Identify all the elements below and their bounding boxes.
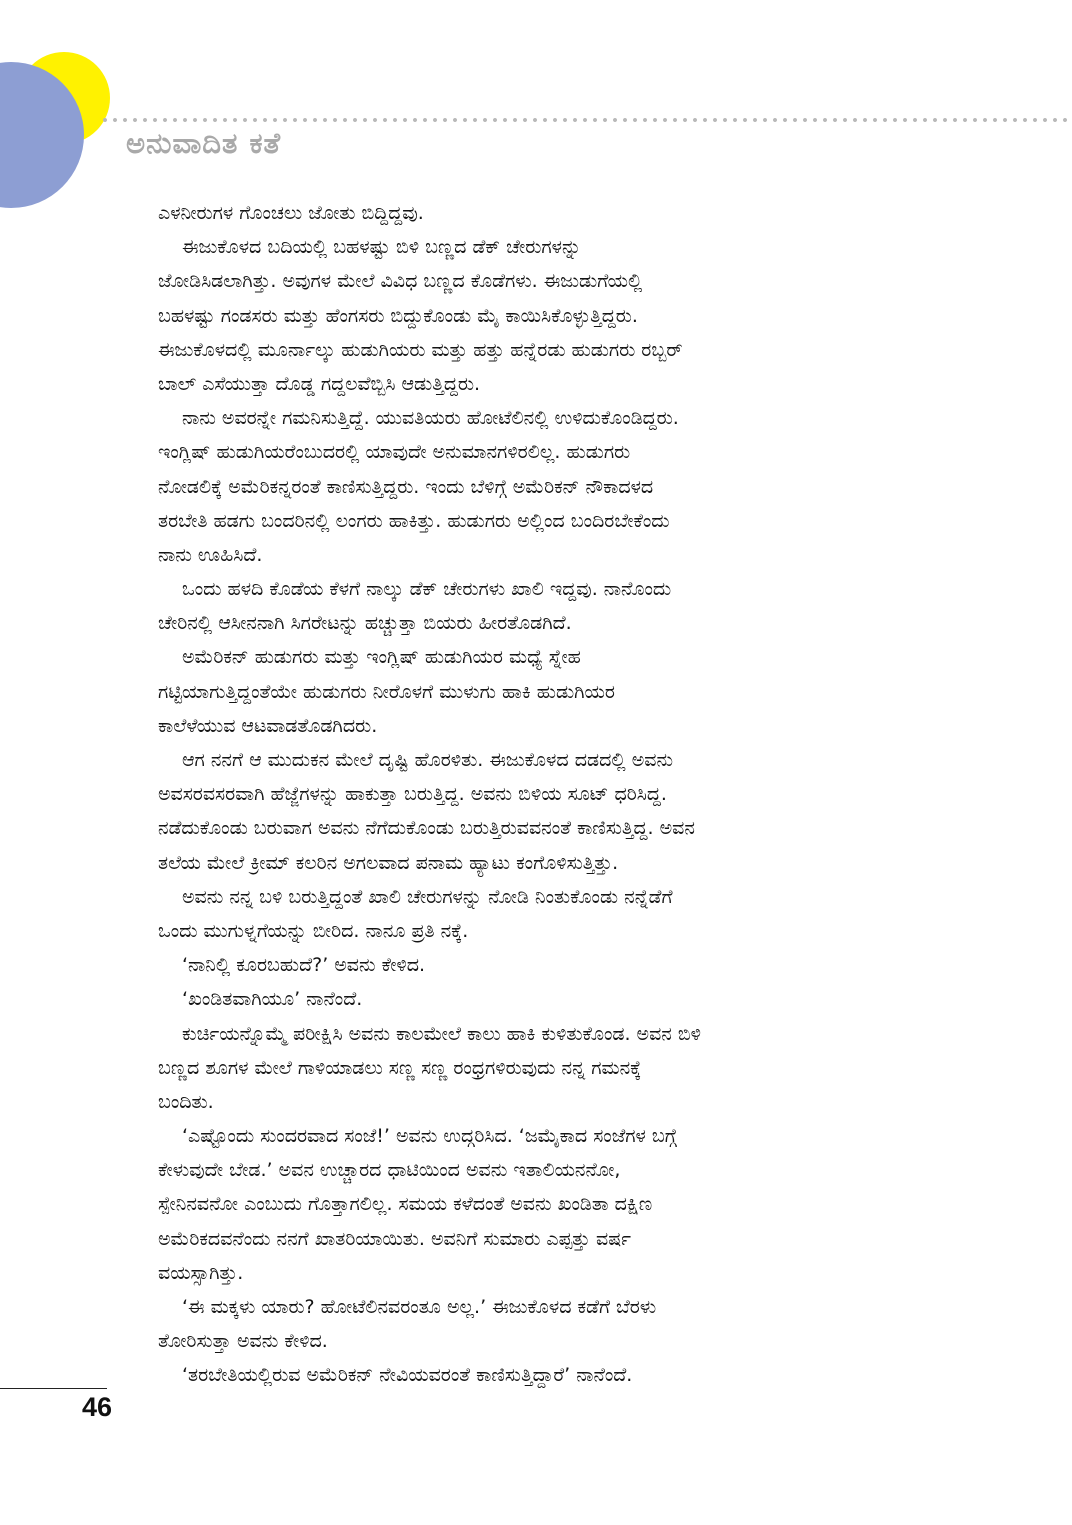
text-line: ಈಜುಕೊಳದ ಬದಿಯಲ್ಲಿ ಬಹಳಷ್ಟು ಬಿಳಿ ಬಣ್ಣದ ಡೆಕ್ ಚೇರುಗಳನ್ನು	[182, 236, 582, 259]
text-line: ಆಗ ನನಗೆ ಆ ಮುದುಕನ ಮೇಲೆ ದೃಷ್ಟಿ ಹೊರಳಿತು. ಈಜುಕೊಳದ ದಡದಲ್ಲಿ ಅವನು	[182, 749, 674, 771]
text-line: ಕುರ್ಚಿಯನ್ನೊಮ್ಮೆ ಪರೀಕ್ಷಿಸಿ ಅವನು ಕಾಲಮೇಲೆ ಕಾಲು ಹಾಕಿ ಕುಳಿತುಕೊಂಡ. ಅವನ ಬಿಳಿ	[182, 1022, 702, 1045]
text-line: ನಾನು ಅವರನ್ನೇ ಗಮನಿಸುತ್ತಿದ್ದೆ. ಯುವತಿಯರು ಹೋಟೆಲಿನಲ್ಲಿ ಉಳಿದುಕೊಂಡಿದ್ದರು.	[182, 407, 679, 430]
text-line: ಅವನು ನನ್ನ ಬಳಿ ಬರುತ್ತಿದ್ದಂತೆ ಖಾಲಿ ಚೇರುಗಳನ್ನು ನೋಡಿ ನಿಂತುಕೊಂಡು ನನ್ನೆಡೆಗೆ	[182, 885, 673, 908]
text-line: ಬಾಲ್ ಎಸೆಯುತ್ತಾ ದೊಡ್ಡ ಗದ್ದಲವೆಬ್ಬಿಸಿ ಆಡುತ್ತಿದ್ದರು.	[158, 372, 481, 395]
text-line: ಅಮೆರಿಕದವನೆಂದು ನನಗೆ ಖಾತರಿಯಾಯಿತು. ಅವನಿಗೆ ಸುಮಾರು ಎಪ್ಪತ್ತು ವರ್ಷ	[158, 1227, 631, 1250]
text-line: ಎಳನೀರುಗಳ ಗೊಂಚಲು ಜೋತು ಬಿದ್ದಿದ್ದವು.	[158, 202, 424, 224]
text-line: ಸ್ಪೇನಿನವನೋ ಎಂಬುದು ಗೊತ್ತಾಗಲಿಲ್ಲ. ಸಮಯ ಕಳೆದಂತೆ ಅವನು ಖಂಡಿತಾ ದಕ್ಷಿಣ	[158, 1193, 653, 1216]
text-line: ಅವಸರವಸರವಾಗಿ ಹೆಜ್ಜೆಗಳನ್ನು ಹಾಕುತ್ತಾ ಬರುತ್ತಿದ್ದ. ಅವನು ಬಿಳಿಯ ಸೂಟ್ ಧರಿಸಿದ್ದ.	[158, 783, 667, 806]
text-line: ಜೋಡಿಸಿಡಲಾಗಿತ್ತು. ಅವುಗಳ ಮೇಲೆ ವಿವಿಧ ಬಣ್ಣದ ಕೊಡೆಗಳು. ಈಜುಡುಗೆಯಲ್ಲಿ	[158, 270, 643, 293]
text-line: ನಾನು ಊಹಿಸಿದೆ.	[158, 543, 263, 566]
text-line: ಬಣ್ಣದ ಶೂಗಳ ಮೇಲೆ ಗಾಳಿಯಾಡಲು ಸಣ್ಣ ಸಣ್ಣ ರಂಧ್ರಗಳಿರುವುದು ನನ್ನ ಗಮನಕ್ಕೆ	[158, 1056, 642, 1079]
text-line: ‘ತರಬೇತಿಯಲ್ಲಿರುವ ಅಮೆರಿಕನ್ ನೇವಿಯವರಂತೆ ಕಾಣಿಸುತ್ತಿದ್ದಾರೆ’ ನಾನೆಂದೆ.	[182, 1364, 633, 1387]
text-line: ‘ಈ ಮಕ್ಕಳು ಯಾರು? ಹೋಟೆಲಿನವರಂತೂ ಅಲ್ಲ.’ ಈಜುಕೊಳದ ಕಡೆಗೆ ಬೆರಳು	[182, 1296, 657, 1318]
dotted-divider	[100, 116, 1072, 124]
text-line: ಚೇರಿನಲ್ಲಿ ಆಸೀನನಾಗಿ ಸಿಗರೇಟನ್ನು ಹಚ್ಚುತ್ತಾ ಬಿಯರು ಹೀರತೊಡಗಿದೆ.	[158, 612, 572, 635]
section-title: ಅನುವಾದಿತ ಕತೆ	[126, 126, 282, 160]
text-line: ಒಂದು ಮುಗುಳ್ನಗೆಯನ್ನು ಬೀರಿದ. ನಾನೂ ಪ್ರತಿ ನಕ್ಕೆ.	[158, 919, 469, 942]
text-line: ಅಮೆರಿಕನ್ ಹುಡುಗರು ಮತ್ತು ಇಂಗ್ಲಿಷ್ ಹುಡುಗಿಯರ ಮಧ್ಯೆ ಸ್ನೇಹ	[182, 646, 581, 669]
text-line: ತೋರಿಸುತ್ತಾ ಅವನು ಕೇಳಿದ.	[158, 1330, 328, 1353]
text-line: ಒಂದು ಹಳದಿ ಕೊಡೆಯ ಕೆಳಗೆ ನಾಲ್ಕು ಡೆಕ್ ಚೇರುಗಳು ಖಾಲಿ ಇದ್ದವು. ನಾನೊಂದು	[182, 578, 672, 601]
text-line: ತರಬೇತಿ ಹಡಗು ಬಂದರಿನಲ್ಲಿ ಲಂಗರು ಹಾಕಿತ್ತು. ಹುಡುಗರು ಅಲ್ಲಿಂದ ಬಂದಿರಬೇಕೆಂದು	[158, 509, 670, 532]
page-number: 46	[82, 1392, 113, 1422]
text-line: ವಯಸ್ಸಾಗಿತ್ತು.	[158, 1261, 244, 1284]
text-line: ಕೇಳುವುದೇ ಬೇಡ.’ ಅವನ ಉಚ್ಚಾರದ ಧಾಟಿಯಿಂದ ಅವನು ಇತಾಲಿಯನನೋ,	[158, 1159, 621, 1182]
text-line: ನಡೆದುಕೊಂಡು ಬರುವಾಗ ಅವನು ನೆಗೆದುಕೊಂಡು ಬರುತ್ತಿರುವವನಂತೆ ಕಾಣಿಸುತ್ತಿದ್ದ. ಅವನ	[158, 817, 695, 840]
text-line: ಗಟ್ಟಿಯಾಗುತ್ತಿದ್ದಂತೆಯೇ ಹುಡುಗರು ನೀರೊಳಗೆ ಮುಳುಗು ಹಾಕಿ ಹುಡುಗಿಯರ	[158, 680, 615, 703]
text-line: ಕಾಲೆಳೆಯುವ ಆಟವಾಡತೊಡಗಿದರು.	[158, 714, 378, 737]
text-line: ತಲೆಯ ಮೇಲೆ ಕ್ರೀಮ್ ಕಲರಿನ ಅಗಲವಾದ ಪನಾಮ ಹ್ಯಾಟು ಕಂಗೊಳಿಸುತ್ತಿತ್ತು.	[158, 851, 619, 874]
story-text	[158, 196, 918, 1393]
text-line: ‘ಖಂಡಿತವಾಗಿಯೂ’ ನಾನೆಂದೆ.	[182, 988, 363, 1011]
footer-rule	[0, 1388, 107, 1389]
text-line: ‘ಎಷ್ಟೊಂದು ಸುಂದರವಾದ ಸಂಜೆ!’ ಅವನು ಉದ್ಗರಿಸಿದ. ‘ಜಮೈಕಾದ ಸಂಜೆಗಳ ಬಗ್ಗೆ	[182, 1125, 677, 1148]
text-line: ಈಜುಕೊಳದಲ್ಲಿ ಮೂರ್ನಾಲ್ಕು ಹುಡುಗಿಯರು ಮತ್ತು ಹತ್ತು ಹನ್ನೆರಡು ಹುಡುಗರು ರಬ್ಬರ್	[158, 338, 683, 361]
text-line: ನೋಡಲಿಕ್ಕೆ ಅಮೆರಿಕನ್ನರಂತೆ ಕಾಣಿಸುತ್ತಿದ್ದರು. ಇಂದು ಬೆಳಿಗ್ಗೆ ಅಮೆರಿಕನ್ ನೌಕಾದಳದ	[158, 475, 654, 498]
text-line: ಬಂದಿತು.	[158, 1090, 214, 1113]
text-line: ಇಂಗ್ಲಿಷ್ ಹುಡುಗಿಯರೆಂಬುದರಲ್ಲಿ ಯಾವುದೇ ಅನುಮಾನಗಳಿರಲಿಲ್ಲ. ಹುಡುಗರು	[158, 441, 631, 464]
text-line: ಬಹಳಷ್ಟು ಗಂಡಸರು ಮತ್ತು ಹೆಂಗಸರು ಬಿದ್ದುಕೊಂಡು ಮೈ ಕಾಯಿಸಿಕೊಳ್ಳುತ್ತಿದ್ದರು.	[158, 304, 638, 327]
text-line: ‘ನಾನಿಲ್ಲಿ ಕೂರಬಹುದೆ?’ ಅವನು ಕೇಳಿದ.	[182, 954, 426, 977]
